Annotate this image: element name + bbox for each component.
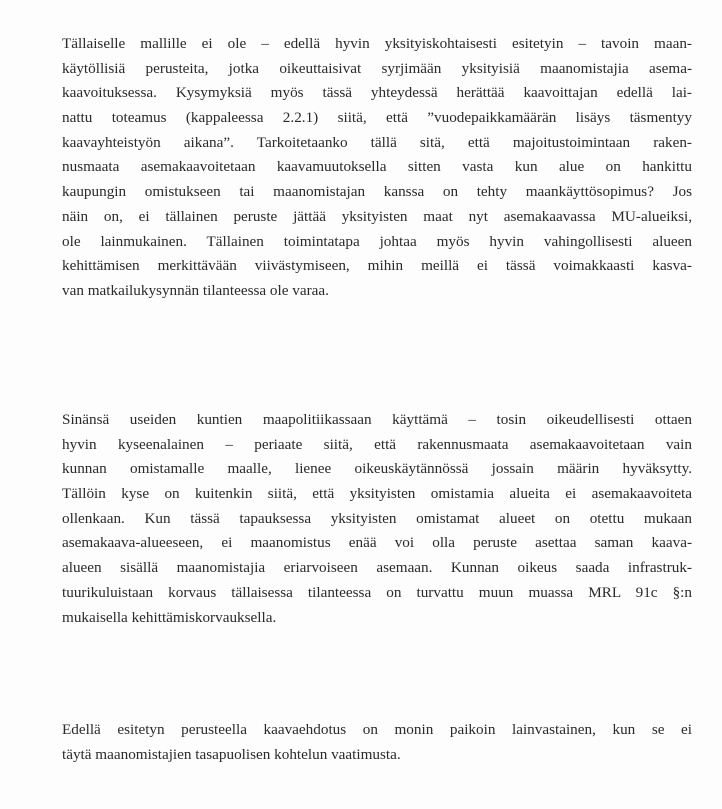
text-line: täytä maanomistajien tasapuolisen kohtelun vaatimusta. [62, 745, 401, 763]
text-line: Sinänsä useiden kuntien maapolitiikassaan käyttämä – tosin oikeudellisesti ottaen [62, 411, 692, 428]
text-line: alueen sisällä maanomistajia eriarvoiseen asemaan. Kunnan oikeus saada infrastruk- [62, 559, 692, 577]
text-line: kaupungin omistukseen tai maanomistajan kanssa on tehty maankäyttösopimus? Jos [62, 183, 692, 201]
text-line: ollenkaan. Kun tässä tapauksessa yksityisten omistamat alueet on otettu mukaan [62, 509, 692, 527]
text-line: van matkailukysynnän tilanteessa ole varaa. [62, 281, 329, 299]
text-line: Tällaiselle mallille ei ole – edellä hyvin yksityiskohtaisesti esitetyin – tavoin maan- [62, 35, 692, 52]
text-line: asemakaava-alueeseen, ei maanomistus enää voi olla peruste asettaa saman kaava- [62, 534, 692, 552]
text-line: kunnan omistamalle maalle, lienee oikeuskäytännössä jossain määrin hyväksytty. [62, 460, 692, 478]
paragraph-3 [62, 718, 692, 767]
paragraph-2 [62, 408, 692, 630]
text-line: kaavoituksessa. Kysymyksiä myös tässä yhteydessä herättää kaavoittajan edellä lai- [62, 84, 692, 102]
text-line: nattu toteamus (kappaleessa 2.2.1) siitä, että ”vuodepaikkamäärän lisäys täsmentyy [62, 109, 692, 127]
text-line: mukaisella kehittämiskorvauksella. [62, 608, 277, 626]
text-line: näin on, ei tällainen peruste jättää yksityisten maat nyt asemakaavassa MU-alueiksi, [62, 207, 692, 225]
text-line: hyvin kyseenalainen – periaate siitä, että rakennusmaata asemakaavoitetaan vain [62, 435, 692, 453]
text-line: Tällöin kyse on kuitenkin siitä, että yksityisten omistamia alueita ei asemakaavoiteta [62, 485, 692, 503]
text-line: kaavayhteistyön aikana”. Tarkoitetaanko tällä sitä, että majoitustoimintaan raken- [62, 133, 692, 151]
text-line: ole lainmukainen. Tällainen toimintatapa johtaa myös hyvin vahingollisesti alueen [62, 232, 692, 250]
text-line: Edellä esitetyn perusteella kaavaehdotus on monin paikoin lainvastainen, kun se ei [62, 721, 692, 738]
paragraph-1 [62, 32, 692, 304]
text-line: nusmaata asemakaavoitetaan kaavamuutoksella sitten vasta kun alue on hankittu [62, 158, 692, 176]
text-line: käytöllisiä perusteita, jotka oikeuttaisivat syrjimään yksityisiä maanomistajia asema- [62, 59, 692, 77]
text-line: kehittämisen merkittävään viivästymiseen, mihin meillä ei tässä voimakkaasti kasva- [62, 257, 692, 275]
text-line: tuurikuluistaan korvaus tällaisessa tilanteessa on turvattu muun muassa MRL 91c §:n [62, 583, 692, 601]
